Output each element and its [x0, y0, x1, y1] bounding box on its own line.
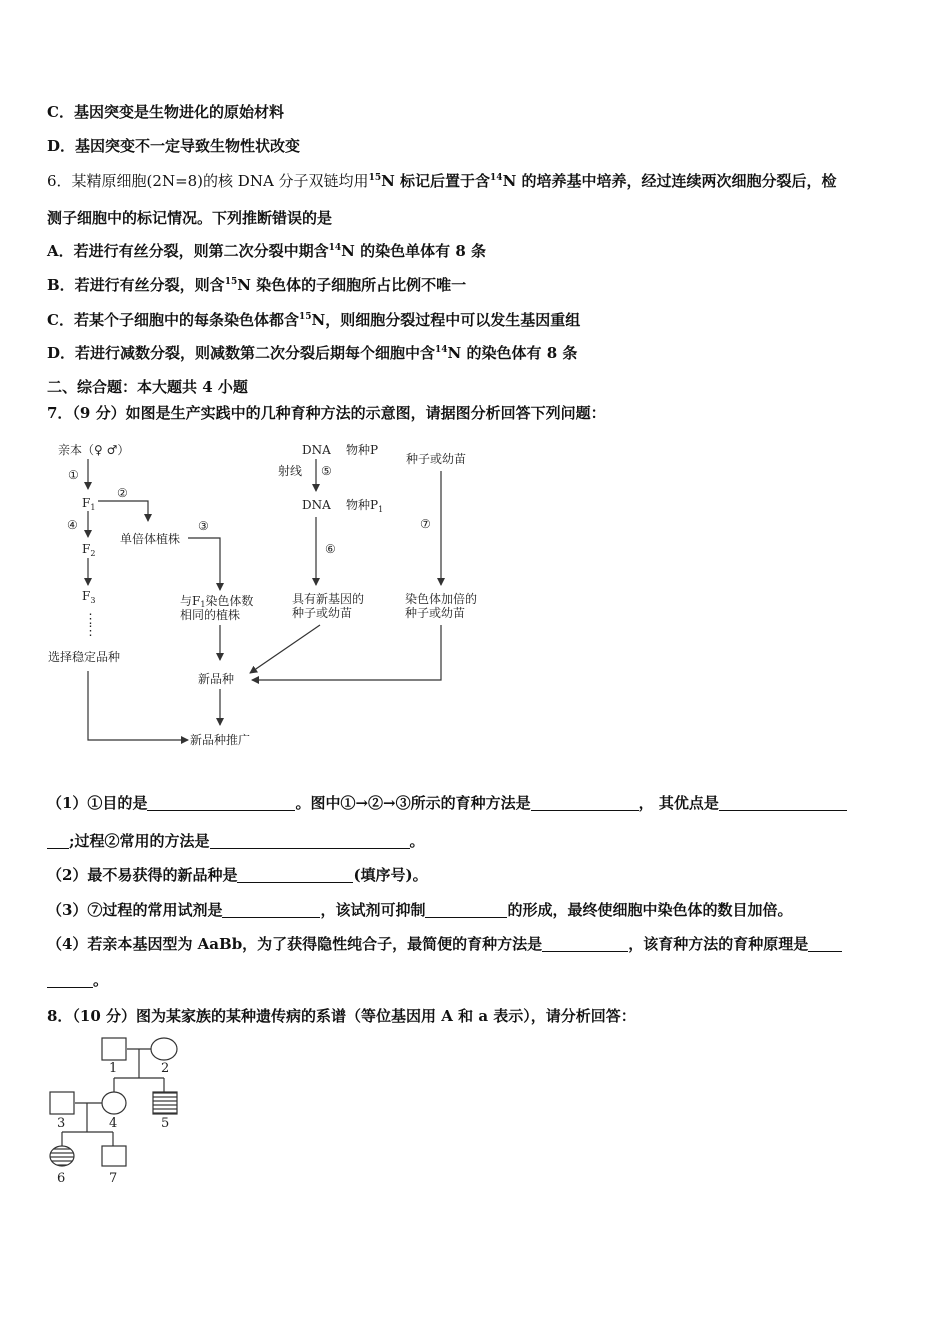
doubled-seedling: 染色体加倍的: [405, 592, 478, 606]
answer-blank[interactable]: [47, 834, 69, 849]
q5-option-c: C．基因突变是生物进化的原始材料: [47, 103, 284, 121]
q6-stem-line2: 测子细胞中的标记情况。下列推断错误的是: [47, 209, 333, 227]
q7-sub3: （3）⑦过程的常用试剂是 ，该试剂可抑制 的形成，最终使细胞中染色体的数目加倍。: [47, 901, 793, 919]
f2-label: $F_2$: [82, 542, 96, 558]
haploid-plant: 单倍体植株: [120, 532, 181, 546]
answer-blank[interactable]: [237, 868, 353, 883]
species-p1: 物种$P_1$: [346, 498, 384, 514]
dna-top: DNA: [302, 443, 331, 457]
pedigree-label: 5: [161, 1116, 170, 1131]
same-chromosome-plant: 与F1染色体数: [180, 594, 254, 609]
pedigree-chart: [40, 1035, 200, 1195]
q6-option-b: B．若进行有丝分裂，则含$^{15}$N 染色体的子细胞所占比例不唯一: [47, 276, 467, 294]
q7-sub4-line1: （4）若亲本基因型为 AaBb，为了获得隐性纯合子，最简便的育种方法是 ，该育种方法的育种原理是: [47, 934, 842, 954]
answer-blank[interactable]: [147, 796, 295, 811]
pedigree-individual-5: [153, 1092, 177, 1114]
q7-sub2: （2）最不易获得的新品种是 (填序号)。: [47, 866, 428, 884]
species-p: 物种P: [346, 443, 379, 457]
step-7-marker: ⑦: [420, 517, 431, 531]
pedigree-individual-2: [151, 1038, 177, 1060]
new-variety-promotion: 新品种推广: [190, 733, 251, 747]
q8-stem: 8．（10 分）图为某家族的某种遗传病的系谱（等位基因用 A 和 a 表示），请分析回答：: [47, 1007, 636, 1025]
parent-label: 亲本（♀ ♂）: [58, 443, 130, 457]
continuation-dots-2: ⋮: [84, 624, 97, 639]
answer-blank[interactable]: [222, 903, 320, 918]
pedigree-label: 7: [109, 1171, 118, 1186]
q6-stem: 6．某精原细胞(2N=8)的核 DNA 分子双链均用$^{15}$N 标记后置于含$^{14}$N 的培养基中培养，经过连续两次细胞分裂后，检: [47, 172, 837, 190]
seed-or-seedling: 种子或幼苗: [406, 452, 467, 466]
new-variety: 新品种: [198, 672, 235, 686]
q5-option-d: D．基因突变不一定导致生物性状改变: [47, 137, 301, 155]
pedigree-label: 4: [109, 1116, 118, 1131]
pedigree-individual-1: [102, 1038, 126, 1060]
answer-blank[interactable]: [542, 937, 628, 952]
pedigree-label: 2: [161, 1061, 170, 1076]
q7-sub4-line2: 。: [47, 970, 108, 990]
f1-label: $F_1$: [82, 496, 96, 512]
q7-sub1-line2: ;过程②常用的方法是 。: [47, 831, 425, 851]
same-chromosome-plant-line2: 相同的植株: [180, 608, 241, 622]
q7-stem: 7．（9 分）如图是生产实践中的几种育种方法的示意图，请据图分析回答下列问题：: [47, 404, 606, 422]
step-3-marker: ③: [198, 519, 209, 533]
pedigree-individual-6: [50, 1146, 74, 1166]
answer-blank[interactable]: [47, 973, 93, 988]
step-6-marker: ⑥: [325, 542, 336, 556]
answer-blank[interactable]: [425, 903, 507, 918]
step-4-marker: ④: [67, 518, 78, 532]
new-gene-seedling-line2: 种子或幼苗: [292, 606, 353, 620]
pedigree-label: 3: [57, 1116, 66, 1131]
step-5-marker: ⑤: [321, 464, 332, 478]
pedigree-individual-7: [102, 1146, 126, 1166]
q6-option-a: A．若进行有丝分裂，则第二次分裂中期含$^{14}$N 的染色单体有 8 条: [47, 242, 486, 260]
section-title: 二、综合题：本大题共 4 小题: [47, 378, 248, 396]
pedigree-individual-4: [102, 1092, 126, 1114]
select-stable-variety: 选择稳定品种: [48, 650, 121, 664]
q7-sub1-line1: （1）①目的是 。图中①→②→③所示的育种方法是 ， 其优点是: [47, 793, 847, 813]
breeding-diagram: [40, 435, 540, 755]
f3-label: $F_3$: [82, 589, 96, 605]
q6-option-d: D．若进行减数分裂，则减数第二次分裂后期每个细胞中含$^{14}$N 的染色体有 8 条: [47, 344, 578, 362]
pedigree-label: 1: [109, 1061, 118, 1076]
ray-label: 射线: [278, 464, 303, 478]
step-1-marker: ①: [68, 468, 79, 482]
q6-option-c: C．若某个子细胞中的每条染色体都含$^{15}$N，则细胞分裂过程中可以发生基因重组: [47, 311, 581, 329]
answer-blank[interactable]: [808, 937, 842, 952]
answer-blank[interactable]: [531, 796, 639, 811]
step-2-marker: ②: [117, 486, 128, 500]
answer-blank[interactable]: [210, 834, 410, 849]
new-gene-seedling: 具有新基因的: [292, 592, 365, 606]
continuation-dots: ⋮: [84, 612, 97, 627]
answer-blank[interactable]: [719, 796, 847, 811]
pedigree-label: 6: [57, 1171, 66, 1186]
pedigree-individual-3: [50, 1092, 74, 1114]
dna-mutated: DNA: [302, 498, 331, 512]
doubled-seedling-line2: 种子或幼苗: [405, 606, 466, 620]
